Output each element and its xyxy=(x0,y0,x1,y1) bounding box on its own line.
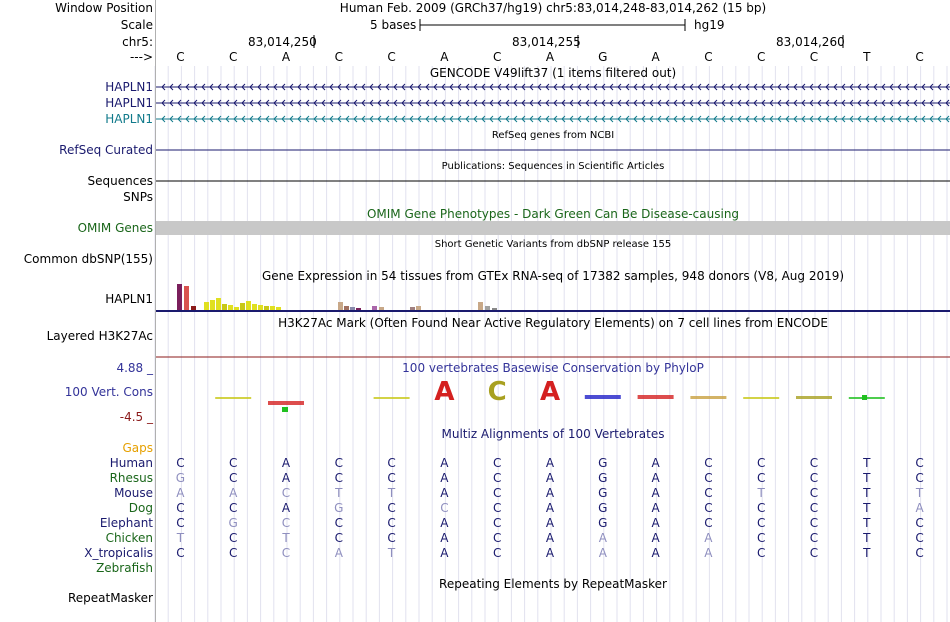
gtex-bar xyxy=(177,284,182,310)
alignment-base: A xyxy=(440,546,449,560)
alignment-base: A xyxy=(598,546,607,560)
gtex-bar xyxy=(246,301,251,310)
sequence-base: C xyxy=(809,50,819,64)
gtex-bar xyxy=(356,308,361,310)
alignment-base: T xyxy=(863,531,871,545)
phylop-title: 100 vertebrates Basewise Conservation by PhyloP xyxy=(402,361,704,375)
species-label[interactable]: Rhesus xyxy=(109,471,153,485)
sequence-base: C xyxy=(756,50,766,64)
scale-text: 5 bases xyxy=(370,18,417,32)
omim-label[interactable]: OMIM Genes xyxy=(77,221,153,235)
alignment-base: T xyxy=(915,486,924,500)
gtex-bar xyxy=(350,307,355,310)
alignment-base: C xyxy=(387,531,396,545)
species-label[interactable]: Elephant xyxy=(99,516,153,530)
phylop-logo-mark xyxy=(268,401,304,405)
alignment-base: C xyxy=(492,531,502,545)
alignment-base: C xyxy=(334,456,343,470)
alignment-base: A xyxy=(334,546,343,560)
alignment-base: C xyxy=(176,456,185,470)
alignment-base: C xyxy=(228,546,238,560)
publications-title: Publications: Sequences in Scientific Articles xyxy=(441,161,665,172)
alignment-base: A xyxy=(545,456,555,470)
sequence-base: C xyxy=(228,50,238,64)
h3k27ac-label[interactable]: Layered H3K27Ac xyxy=(46,329,153,343)
alignment-base: A xyxy=(651,546,660,560)
phylop-logo-mark xyxy=(743,397,779,399)
gtex-bar xyxy=(485,306,490,310)
alignment-base: A xyxy=(545,486,555,500)
alignment-base: T xyxy=(335,486,343,500)
phylop-logo-mark xyxy=(282,407,288,412)
phylop-logo-mark xyxy=(862,395,867,400)
alignment-base: C xyxy=(756,516,766,530)
phylop-logo-mark xyxy=(638,395,674,399)
chrom-label: chr5: xyxy=(122,35,153,49)
alignment-base: A xyxy=(229,486,238,500)
sequence-base: A xyxy=(281,50,291,64)
sequence-base: C xyxy=(492,50,502,64)
gaps-label[interactable]: Gaps xyxy=(122,441,153,455)
phylop-logo-mark xyxy=(215,397,251,399)
alignment-base: G xyxy=(598,501,608,515)
alignment-base: C xyxy=(440,501,449,515)
phylop-logo-mark xyxy=(374,397,410,399)
alignment-base: C xyxy=(704,486,713,500)
alignment-base: C xyxy=(809,531,819,545)
alignment-base: A xyxy=(281,456,291,470)
multiz-title: Multiz Alignments of 100 Vertebrates xyxy=(441,427,665,441)
alignment-base: A xyxy=(651,501,660,515)
alignment-base: A xyxy=(651,471,660,485)
alignment-base: C xyxy=(809,456,819,470)
gtex-bar xyxy=(344,306,349,310)
alignment-base: T xyxy=(757,486,765,500)
gtex-bar xyxy=(184,286,189,310)
alignment-base: C xyxy=(756,456,766,470)
gtex-bar xyxy=(258,305,263,310)
alignment-base: C xyxy=(704,456,713,470)
alignment-base: C xyxy=(176,501,185,515)
gencode-gene-label-3[interactable]: HAPLN1 xyxy=(105,112,153,126)
omim-title: OMIM Gene Phenotypes - Dark Green Can Be Disease-causing xyxy=(366,207,740,221)
sequence-base: A xyxy=(545,50,555,64)
sequence-base: C xyxy=(915,50,924,64)
alignment-base: G xyxy=(598,456,608,470)
gtex-bar xyxy=(210,300,215,310)
gtex-bar xyxy=(191,306,196,310)
alignment-base: C xyxy=(915,516,924,530)
scale-assembly: hg19 xyxy=(694,18,725,32)
alignment-base: A xyxy=(704,546,713,560)
alignment-base: A xyxy=(598,531,607,545)
alignment-base: G xyxy=(598,471,608,485)
phylop-logo-mark xyxy=(796,396,832,399)
alignment-base: A xyxy=(651,531,660,545)
alignment-base: C xyxy=(915,546,924,560)
alignment-base: C xyxy=(756,546,766,560)
gtex-bar xyxy=(216,298,221,310)
phylop-logo-mark xyxy=(690,396,726,399)
alignment-base: C xyxy=(334,471,343,485)
alignment-base: T xyxy=(387,546,396,560)
gtex-bar xyxy=(338,302,343,310)
alignment-base: C xyxy=(704,501,713,515)
gtex-bar xyxy=(228,305,233,310)
alignment-base: T xyxy=(387,486,396,500)
alignment-base: A xyxy=(651,516,660,530)
alignment-base: A xyxy=(176,486,185,500)
phylop-logo-letter: C xyxy=(487,377,507,407)
alignment-base: C xyxy=(756,501,766,515)
alignment-base: C xyxy=(387,501,396,515)
alignment-base: T xyxy=(863,501,871,515)
gtex-bar xyxy=(372,306,377,310)
gtex-bar xyxy=(264,306,269,310)
alignment-base: C xyxy=(915,456,924,470)
alignment-base: T xyxy=(176,531,185,545)
sequence-base: C xyxy=(387,50,396,64)
alignment-base: C xyxy=(809,516,819,530)
alignment-base: A xyxy=(545,471,555,485)
omim-gene-bar[interactable] xyxy=(156,221,950,235)
alignment-base: A xyxy=(281,501,291,515)
phylop-min-label: -4.5 _ xyxy=(119,410,153,424)
species-label[interactable]: Dog xyxy=(128,501,153,515)
sequence-base: T xyxy=(863,50,871,64)
alignment-base: C xyxy=(704,471,713,485)
alignment-base: A xyxy=(440,486,449,500)
dbsnp-label[interactable]: Common dbSNP(155) xyxy=(23,252,153,266)
alignment-base: C xyxy=(281,546,291,560)
alignment-base: A xyxy=(545,546,555,560)
coord-label-1: 83,014,250 xyxy=(248,35,317,49)
window-position-value: Human Feb. 2009 (GRCh37/hg19) chr5:83,014,248-83,014,262 (15 bp) xyxy=(339,1,767,15)
alignment-base: C xyxy=(492,486,502,500)
species-label[interactable]: Human xyxy=(109,456,153,470)
gtex-bar xyxy=(478,302,483,310)
alignment-base: C xyxy=(492,501,502,515)
gtex-bar xyxy=(276,307,281,310)
alignment-base: A xyxy=(704,531,713,545)
coord-label-2: 83,014,255 xyxy=(512,35,581,49)
alignment-base: C xyxy=(915,471,924,485)
alignment-base: C xyxy=(915,531,924,545)
alignment-base: C xyxy=(704,516,713,530)
alignment-base: T xyxy=(863,516,871,530)
alignment-base: A xyxy=(915,501,924,515)
alignment-base: C xyxy=(809,486,819,500)
dbsnp-title: Short Genetic Variants from dbSNP release 155 xyxy=(434,239,672,250)
alignment-base: C xyxy=(809,501,819,515)
species-label[interactable]: X_tropicalis xyxy=(84,546,153,560)
alignment-base: C xyxy=(334,516,343,530)
alignment-base: A xyxy=(545,516,555,530)
alignment-base: T xyxy=(863,486,871,500)
alignment-base: T xyxy=(863,456,871,470)
alignment-base: T xyxy=(863,471,871,485)
repeatmasker-title: Repeating Elements by RepeatMasker xyxy=(439,577,667,591)
alignment-base: G xyxy=(598,516,608,530)
alignment-base: A xyxy=(440,456,449,470)
gtex-bar xyxy=(204,302,209,310)
strand-label: ---> xyxy=(129,50,153,64)
alignment-base: T xyxy=(282,531,290,545)
alignment-base: G xyxy=(334,501,344,515)
alignment-base: C xyxy=(756,471,766,485)
sequence-base: C xyxy=(176,50,185,64)
gtex-label[interactable]: HAPLN1 xyxy=(105,292,153,306)
alignment-base: C xyxy=(492,546,502,560)
sequence-base: C xyxy=(704,50,713,64)
gtex-bar xyxy=(379,307,384,310)
alignment-base: A xyxy=(281,471,291,485)
sequence-base: G xyxy=(598,50,608,64)
gtex-bar xyxy=(270,306,275,310)
alignment-base: C xyxy=(334,531,343,545)
h3k27ac-title: H3K27Ac Mark (Often Found Near Active Regulatory Elements) on 7 cell lines from ENCODE xyxy=(278,316,828,330)
gtex-bar xyxy=(416,306,421,310)
alignment-base: C xyxy=(387,516,396,530)
sequences-label[interactable]: Sequences xyxy=(87,174,153,188)
alignment-base: A xyxy=(440,471,449,485)
gtex-bar xyxy=(252,304,257,310)
sequence-base: A xyxy=(651,50,660,64)
gtex-bar xyxy=(410,307,415,310)
alignment-base: C xyxy=(281,486,291,500)
phylop-logo-letter: A xyxy=(434,377,455,407)
gtex-bar xyxy=(240,303,245,310)
alignment-base: A xyxy=(545,531,555,545)
gtex-bar xyxy=(234,307,239,310)
gencode-title: GENCODE V49lift37 (1 items filtered out) xyxy=(429,66,677,80)
refseq-label[interactable]: RefSeq Curated xyxy=(59,143,153,157)
alignment-base: C xyxy=(492,471,502,485)
alignment-base: C xyxy=(809,471,819,485)
window-position-label: Window Position xyxy=(55,1,153,15)
scale-label: Scale xyxy=(120,18,153,32)
alignment-base: C xyxy=(387,471,396,485)
phylop-logo-mark xyxy=(585,395,621,399)
alignment-base: C xyxy=(492,456,502,470)
gtex-bar xyxy=(492,308,497,310)
alignment-base: C xyxy=(756,531,766,545)
gencode-gene-label-2[interactable]: HAPLN1 xyxy=(105,96,153,110)
gtex-bar xyxy=(222,304,227,310)
repeatmasker-label[interactable]: RepeatMasker xyxy=(67,591,153,605)
alignment-base: C xyxy=(387,456,396,470)
alignment-base: G xyxy=(175,471,186,485)
gtex-title: Gene Expression in 54 tissues from GTEx RNA-seq of 17382 samples, 948 donors (V8, Aug 2019) xyxy=(261,269,845,283)
alignment-base: C xyxy=(228,471,238,485)
species-label[interactable]: Zebrafish xyxy=(96,561,153,575)
refseq-title: RefSeq genes from NCBI xyxy=(491,130,615,141)
alignment-base: C xyxy=(228,501,238,515)
gencode-gene-label-1[interactable]: HAPLN1 xyxy=(105,80,153,94)
sequence-base: C xyxy=(334,50,343,64)
phylop-logo-letter: A xyxy=(539,377,561,407)
species-label[interactable]: Mouse xyxy=(114,486,153,500)
alignment-base: C xyxy=(176,546,185,560)
phylop-max-label: 4.88 _ xyxy=(116,361,153,375)
alignment-base: C xyxy=(809,546,819,560)
snps-label[interactable]: SNPs xyxy=(123,190,153,204)
phylop-label[interactable]: 100 Vert. Cons xyxy=(64,385,153,399)
alignment-base: C xyxy=(176,516,185,530)
alignment-base: C xyxy=(228,531,238,545)
alignment-base: G xyxy=(598,486,608,500)
alignment-base: C xyxy=(281,516,291,530)
coord-label-3: 83,014,260 xyxy=(776,35,845,49)
alignment-base: T xyxy=(863,546,871,560)
alignment-base: C xyxy=(492,516,502,530)
species-label[interactable]: Chicken xyxy=(105,531,153,545)
alignment-base: A xyxy=(440,531,449,545)
alignment-base: A xyxy=(651,456,660,470)
alignment-base: G xyxy=(228,516,238,530)
alignment-base: A xyxy=(545,501,555,515)
alignment-base: A xyxy=(651,486,660,500)
sequence-base: A xyxy=(440,50,449,64)
alignment-base: A xyxy=(440,516,449,530)
alignment-base: C xyxy=(228,456,238,470)
